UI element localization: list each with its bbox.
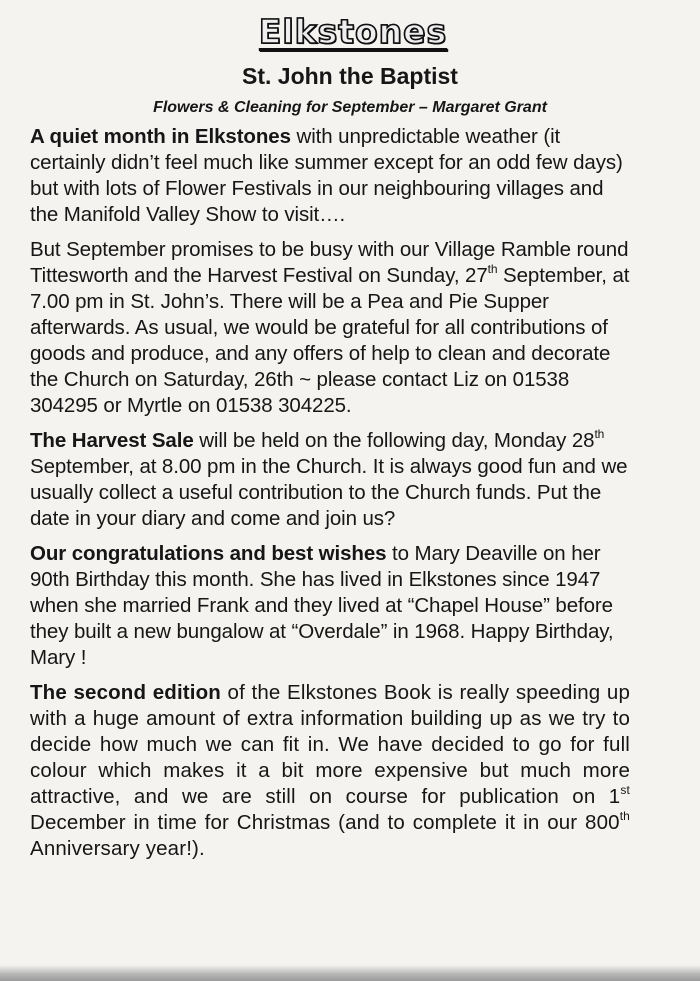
paragraph-text: But September promises to be busy with our Village Ramble round Tittesworth and the Harvest Festival on Sunday, 27 xyxy=(30,238,629,287)
scan-bottom-edge xyxy=(0,965,700,981)
paragraph-lead: The second edition xyxy=(30,681,221,704)
paragraph-text: September, at 8.00 pm in the Church. It is always good fun and we usually collect a useful contribution to the Church funds. Put the date in your diary and come and join us? xyxy=(30,455,628,530)
paragraph-harvest-sale xyxy=(30,428,630,532)
paragraph-text: to Mary Deaville on her 90th Birthday this month. She has lived in Elkstones since 1947 when she married Frank and they lived at “Chapel House” before they built a new bungalow at “Overdale” in 1968. Happy Birthday, Mary ! xyxy=(30,542,614,669)
paragraph-text: Anniversary year!). xyxy=(30,837,205,860)
masthead xyxy=(0,12,700,52)
paragraph-quiet-month xyxy=(30,124,630,228)
paragraph-lead: A quiet month in Elkstones xyxy=(30,125,291,148)
paragraph-september-events xyxy=(30,237,630,419)
paragraph-text: September, at 7.00 pm in St. John’s. There will be a Pea and Pie Supper afterwards. As usual, we would be grateful for all contributions of goods and produce, and any offers of help to clean and decorate the Church on Saturday, 26th ~ please contact Liz on 01538 304295 or Myrtle on 01538 304225. xyxy=(30,264,630,417)
ordinal-suffix: th xyxy=(487,262,498,276)
paragraph-lead: The Harvest Sale xyxy=(30,429,194,452)
paragraph-text: of the Elkstones Book is really speeding up with a huge amount of extra information building up as we try to decide how much we can fit in. We have decided to go for full colour which makes it a bit more expensive but much more attractive, and we are still on course for publication on 1 xyxy=(30,681,630,808)
byline: Flowers & Cleaning for September – Margaret Grant xyxy=(153,99,547,116)
paragraph-text: will be held on the following day, Monday 28 xyxy=(193,429,595,452)
paragraph-second-edition xyxy=(30,680,630,862)
ordinal-suffix: th xyxy=(594,427,605,441)
paragraph-text: with unpredictable weather (it certainly didn’t feel much like summer except for an odd few days) but with lots of Flower Festivals in our neighbouring villages and the Manifold Valley Show to visit…. xyxy=(30,125,623,226)
paragraph-text: December in time for Christmas (and to complete it in our 800 xyxy=(30,811,620,834)
paragraph-lead: Our congratulations and best wishes xyxy=(30,542,387,565)
church-name: St. John the Baptist xyxy=(242,63,458,89)
article-body xyxy=(30,124,630,871)
ordinal-suffix: st xyxy=(620,783,630,797)
ordinal-suffix: th xyxy=(619,809,630,823)
paragraph-congratulations xyxy=(30,541,630,671)
page-title: Elkstones xyxy=(258,12,448,51)
